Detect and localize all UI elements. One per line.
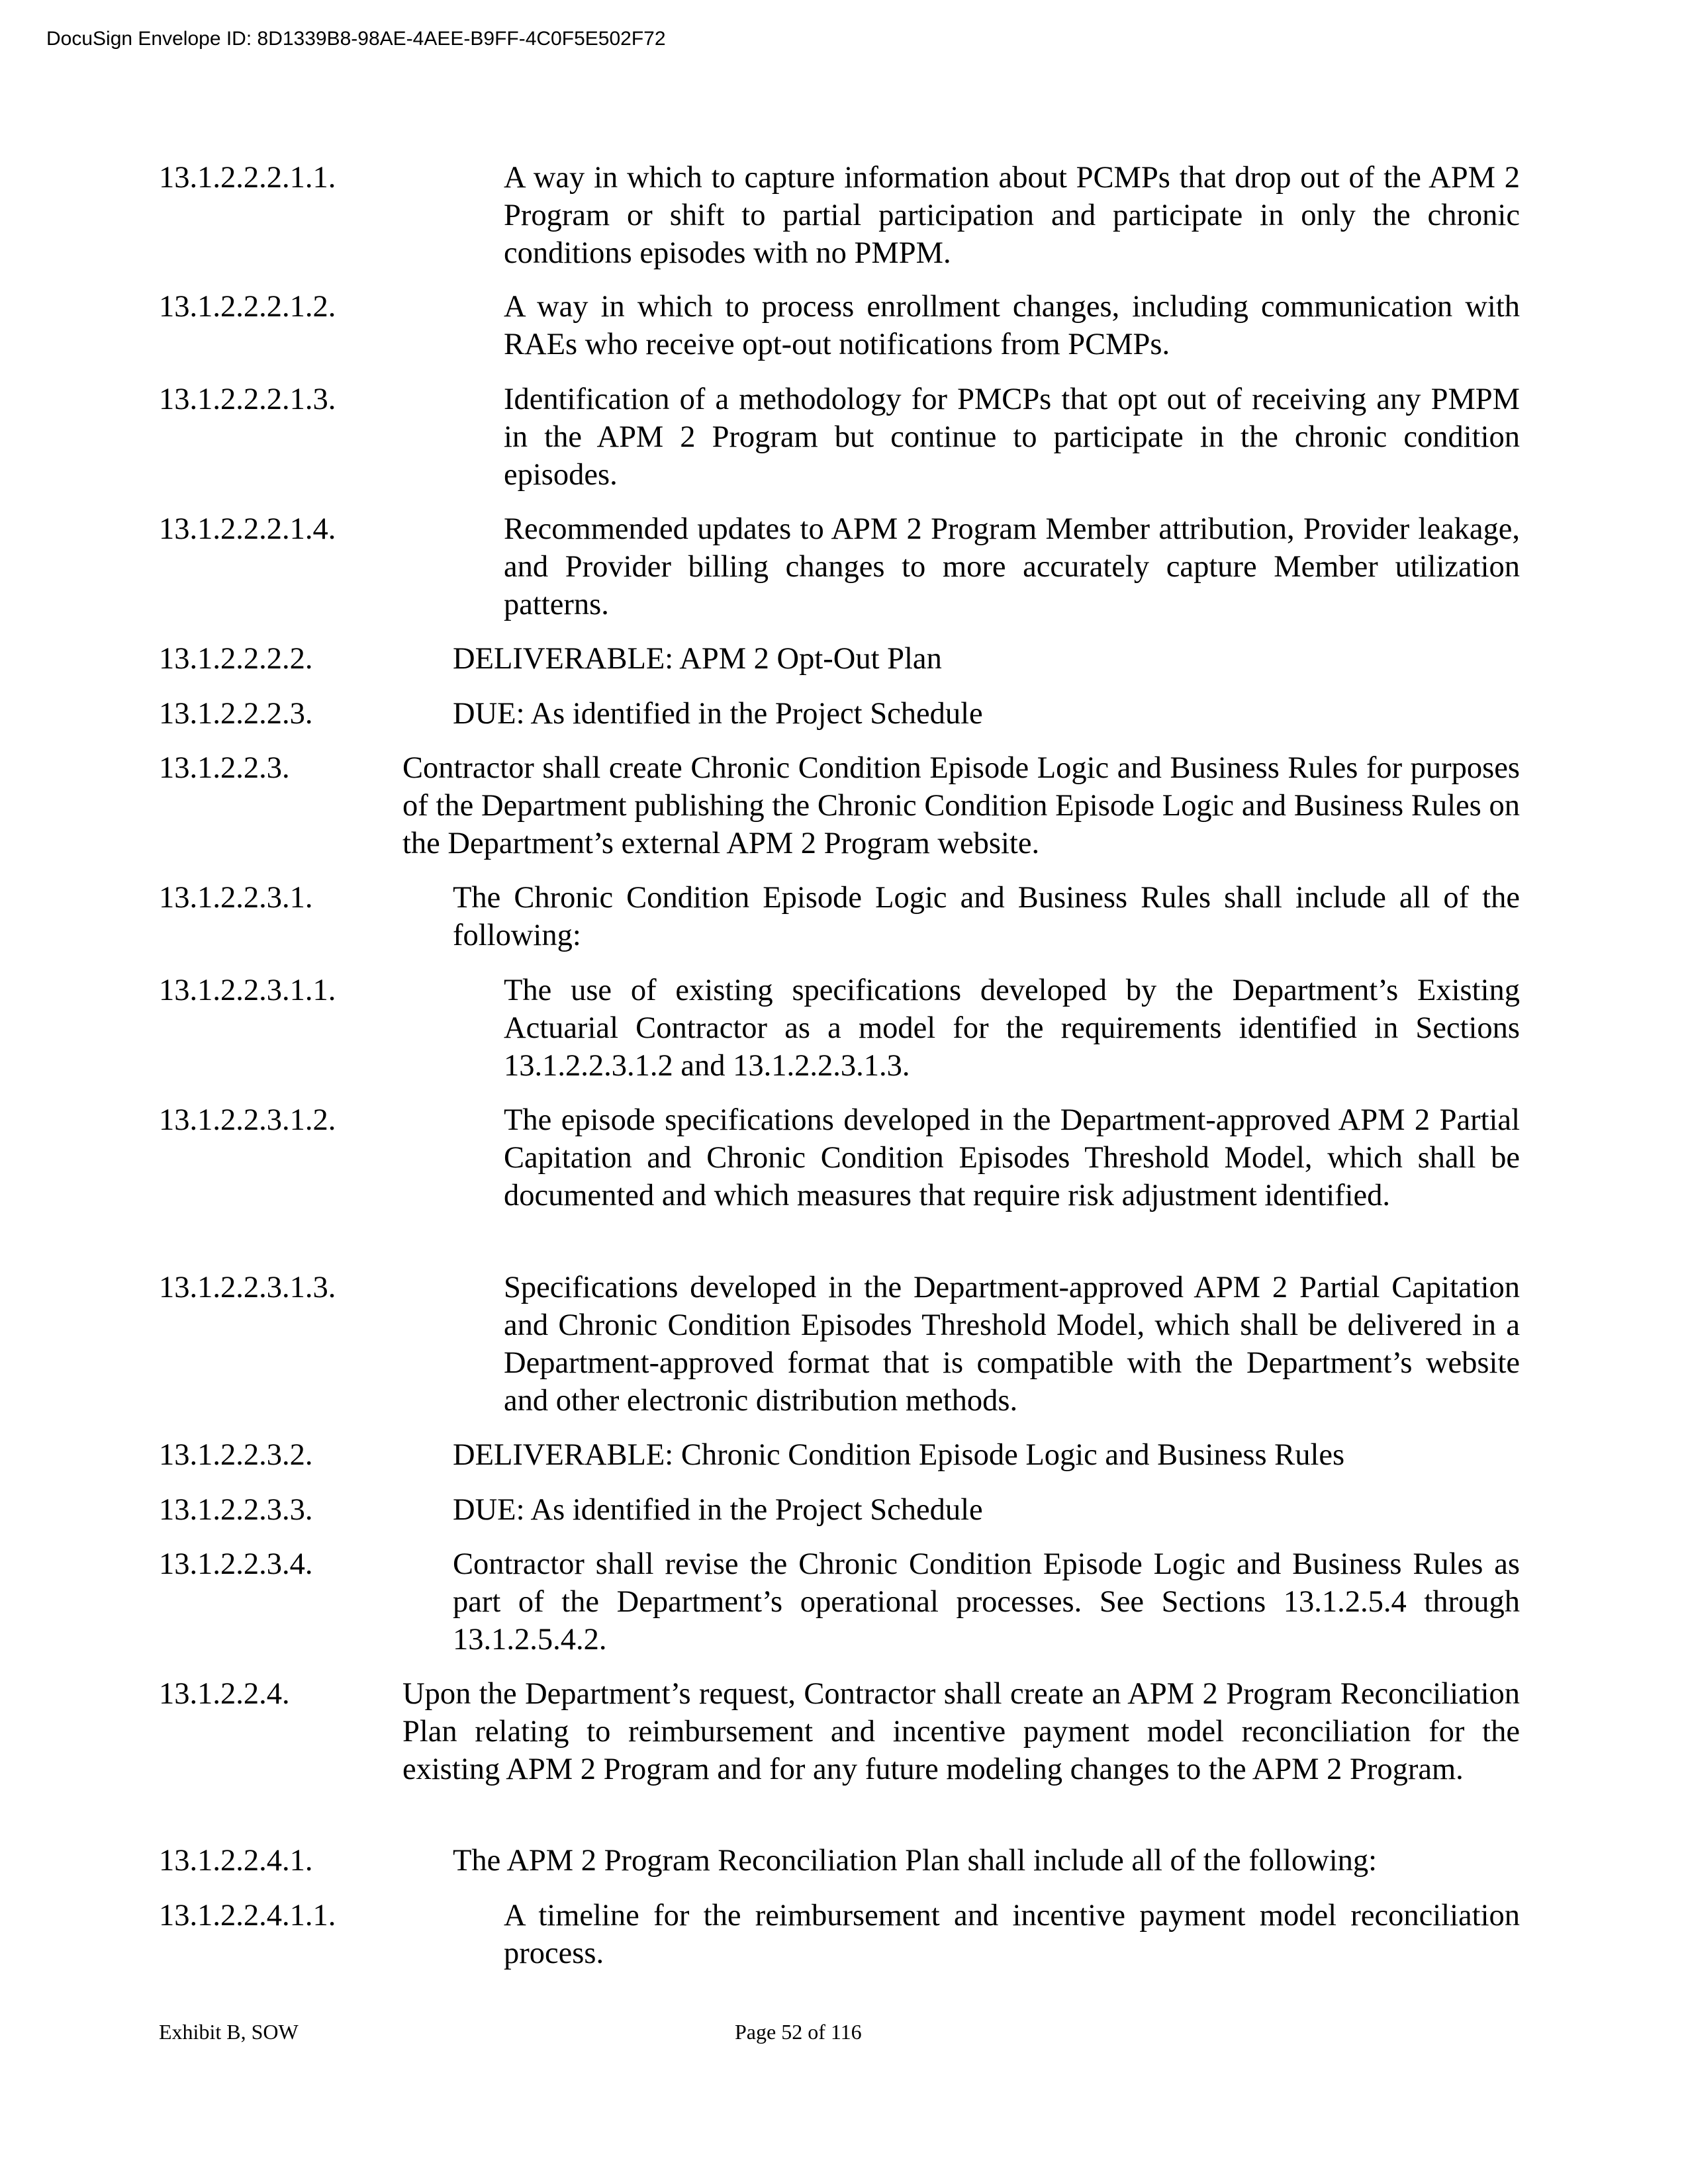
clause-text: Contractor shall create Chronic Condition Episode Logic and Business Rules for purposes of the Department publishing the Chronic Condition Episode Logic and Business Rules on the Department’s external APM 2 Program website. xyxy=(402,751,1520,860)
clause-text: The Chronic Condition Episode Logic and Business Rules shall include all of the following: xyxy=(453,881,1520,952)
clause-number: 13.1.2.2.3. xyxy=(159,751,290,785)
clause-text: Upon the Department’s request, Contractor shall create an APM 2 Program Reconciliation Plan relating to reimbursement and incentive payment model reconciliation for the existing APM 2 Program and for any future modeling changes to the APM 2 Program. xyxy=(402,1677,1520,1786)
clause-number: 13.1.2.2.2.2. xyxy=(159,642,313,676)
clause-number: 13.1.2.2.2.1.2. xyxy=(159,290,336,324)
clause-number: 13.1.2.2.4. xyxy=(159,1677,290,1711)
clause-text: A way in which to capture information about PCMPs that drop out of the APM 2 Program or shift to partial participation and participate in only the chronic conditions episodes with no PMPM. xyxy=(504,161,1520,270)
clause-number: 13.1.2.2.3.4. xyxy=(159,1547,313,1581)
clause-text: The episode specifications developed in the Department-approved APM 2 Partial Capitation and Chronic Condition Episodes Threshold Model, which shall be documented and which measures that require risk adjustment identified. xyxy=(504,1103,1520,1212)
clause-number: 13.1.2.2.3.3. xyxy=(159,1493,313,1527)
clause-number: 13.1.2.2.3.1.1. xyxy=(159,974,336,1007)
clause-text: A timeline for the reimbursement and incentive payment model reconciliation process. xyxy=(504,1899,1520,1970)
clause-13-1-2-2-2-1-1 xyxy=(0,159,1520,270)
clause-text: DELIVERABLE: Chronic Condition Episode Logic and Business Rules xyxy=(453,1438,1345,1472)
clause-text: The APM 2 Program Reconciliation Plan shall include all of the following: xyxy=(453,1844,1378,1878)
clause-number: 13.1.2.2.3.2. xyxy=(159,1438,313,1472)
clause-text: DELIVERABLE: APM 2 Opt-Out Plan xyxy=(453,642,942,676)
clause-number: 13.1.2.2.3.1. xyxy=(159,881,313,915)
clause-text: The use of existing specifications developed by the Department’s Existing Actuarial Contractor as a model for the requirements identified in Sections 13.1.2.2.3.1.2 and 13.1.2.2.3.1.3. xyxy=(504,974,1520,1083)
clause-number: 13.1.2.2.2.1.3. xyxy=(159,383,336,416)
clause-number: 13.1.2.2.3.1.3. xyxy=(159,1271,336,1304)
clause-text: Identification of a methodology for PMCPs that opt out of receiving any PMPM in the APM 2 Program but continue to participate in the chronic condition episodes. xyxy=(504,383,1520,492)
clause-text: DUE: As identified in the Project Schedule xyxy=(453,1493,983,1527)
clause-text: A way in which to process enrollment changes, including communication with RAEs who receive opt-out notifications from PCMPs. xyxy=(504,290,1520,361)
docusign-envelope-id: DocuSign Envelope ID: 8D1339B8-98AE-4AEE-B9FF-4C0F5E502F72 xyxy=(46,28,666,50)
clause-text: Specifications developed in the Department-approved APM 2 Partial Capitation and Chronic Condition Episodes Threshold Model, which shall be delivered in a Department-approved format that is compatible with the Department’s website and other electronic distribution methods. xyxy=(504,1271,1520,1418)
clause-text: Contractor shall revise the Chronic Condition Episode Logic and Business Rules as part of the Department’s operational processes. See Sections 13.1.2.5.4 through 13.1.2.5.4.2. xyxy=(453,1547,1520,1657)
clause-number: 13.1.2.2.2.3. xyxy=(159,697,313,731)
clause-number: 13.1.2.2.4.1. xyxy=(159,1844,313,1878)
footer-page-number: Page 52 of 116 xyxy=(735,2020,862,2044)
clause-number: 13.1.2.2.2.1.4. xyxy=(159,512,336,546)
clause-text: Recommended updates to APM 2 Program Member attribution, Provider leakage, and Provider billing changes to more accurately capture Member utilization patterns. xyxy=(504,512,1520,621)
clause-number: 13.1.2.2.2.1.1. xyxy=(159,161,336,195)
clause-text: DUE: As identified in the Project Schedule xyxy=(453,697,983,731)
footer-exhibit-label: Exhibit B, SOW xyxy=(159,2020,299,2044)
clause-number: 13.1.2.2.3.1.2. xyxy=(159,1103,336,1137)
clause-number: 13.1.2.2.4.1.1. xyxy=(159,1899,336,1933)
